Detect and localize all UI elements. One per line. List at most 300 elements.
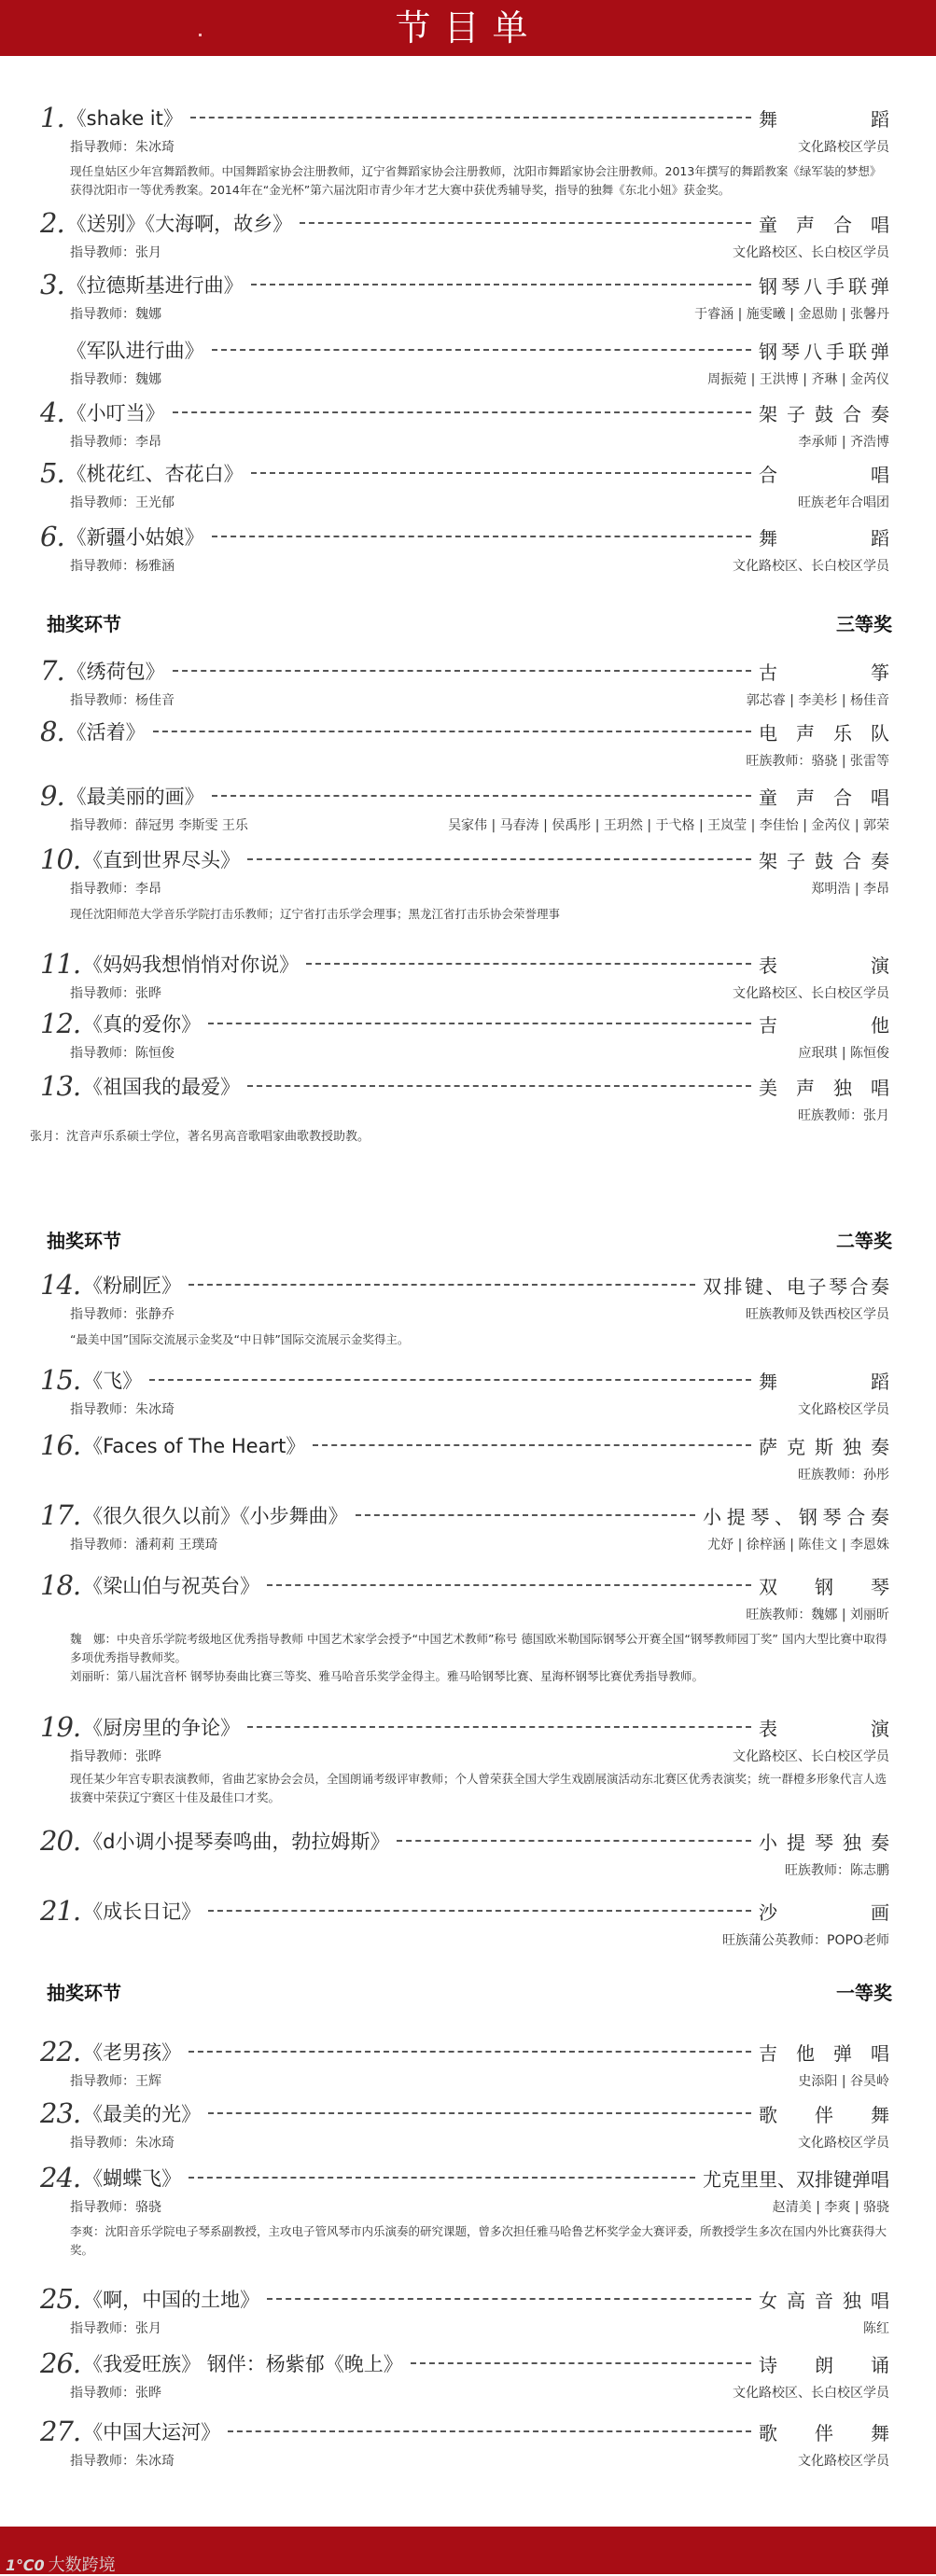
dash-leader: [189, 2051, 751, 2053]
program-meta: [70, 2383, 889, 2402]
teacher-info: [70, 1747, 161, 1765]
performers: 旺族教师：孙彤: [798, 1468, 889, 1483]
teacher-info: [70, 493, 175, 511]
performers: 周振菀 | 王洪博 | 齐琳 | 金芮仪: [707, 372, 889, 387]
program-meta: [70, 2318, 889, 2337]
program-title: 《最美丽的画》: [66, 786, 204, 808]
program-item: [40, 209, 889, 269]
dash-leader: [149, 1379, 751, 1381]
performers: 史添阳 | 谷昊岭: [798, 2074, 889, 2089]
teacher-info: [70, 1043, 175, 1062]
program-category: 表 演: [759, 1717, 889, 1740]
program-item: [40, 2417, 889, 2477]
dash-leader: [247, 1726, 751, 1728]
program-title: 《直到世界尽头》: [83, 849, 241, 871]
program-item-row: [40, 209, 889, 237]
program-category: 双 排 键 、 电 子 琴 合 奏: [703, 1274, 889, 1298]
program-number: 21 .: [40, 1895, 80, 1927]
program-item-row: [40, 2349, 889, 2377]
watermark-text: 大数跨境: [48, 2555, 116, 2575]
performers: 文化路校区、长白校区学员: [733, 1749, 889, 1764]
program-number: 22 .: [40, 2036, 80, 2068]
program-category: 架 子 鼓 合 奏: [759, 402, 889, 425]
teacher-label: 指导教师：: [70, 2200, 135, 2215]
program-number: 6 .: [40, 521, 64, 552]
program-number: 27 .: [40, 2416, 80, 2447]
teacher-label: 指导教师：: [70, 372, 135, 387]
teacher-name: 张月: [135, 2321, 161, 2336]
program-item: [40, 717, 889, 777]
prize-label: 三等奖: [836, 612, 892, 635]
program-category: 吉 他: [759, 1013, 889, 1037]
program-item-row: [40, 1366, 889, 1394]
teacher-name: 朱冰琦: [135, 1402, 175, 1417]
program-number: 17 .: [40, 1499, 80, 1531]
program-meta: [70, 1465, 889, 1483]
program-meta: [70, 1043, 889, 1062]
program-meta: [70, 2133, 889, 2151]
teacher-label: 指导教师：: [70, 986, 135, 1001]
header-banner: [0, 0, 936, 56]
teacher-bio-note: 现任某少年宫专职表演教师，省曲艺家协会会员，全国朗诵考级评审教师；个人曾荣获全国大学生戏剧展演活动东北赛区优秀表演奖；统一群橙多形象代言人选拔赛中荣获辽宁赛区十佳及最佳口才奖。: [70, 1772, 887, 1804]
program-title: 《厨房里的争论》: [83, 1717, 241, 1739]
performers: 旺族教师：骆骁 | 张雷等: [746, 754, 889, 769]
teacher-name: 李昂: [135, 882, 161, 897]
program-title: 《真的爱你》: [83, 1013, 202, 1036]
performers: 文化路校区学员: [798, 140, 889, 155]
teacher-name: 魏娜: [135, 372, 161, 387]
teacher-name: 杨雅涵: [135, 559, 175, 574]
teacher-label: 指导教师：: [70, 2321, 135, 2336]
program-meta: [70, 690, 889, 709]
dash-leader: [189, 2177, 695, 2179]
program-category: 表 演: [759, 954, 889, 977]
program-meta: [70, 432, 889, 451]
program-item: [40, 1431, 889, 1491]
teacher-info: [70, 243, 161, 261]
program-title: 《飞》: [83, 1370, 143, 1392]
program-category: 童 声 合 唱: [759, 213, 889, 236]
program-number: 5 .: [40, 457, 64, 489]
performers: 李承师 | 齐浩博: [798, 435, 889, 450]
program-title: 《绣荷包》: [66, 661, 165, 683]
dash-leader: [247, 1085, 751, 1087]
program-category: 尤 克 里 里 、 双 排 键 弹 唱: [703, 2167, 889, 2191]
program-number: 13 .: [40, 1070, 80, 1102]
program-category: 吉 他 弹 唱: [759, 2041, 889, 2065]
program-item: [40, 104, 889, 163]
program-item: [40, 2349, 889, 2409]
performers: 吴家伟 | 马春涛 | 侯禹彤 | 王玥然 | 于弋格 | 王岚莹 | 李佳怡 | 金芮仪 | 郭荣: [448, 818, 889, 833]
program-item: [40, 398, 889, 458]
performers: 赵清美 | 李爽 | 骆骁: [772, 2200, 889, 2215]
teacher-info: [70, 304, 161, 323]
dash-leader: [397, 1840, 751, 1842]
program-title: 《祖国我的最爱》: [83, 1076, 241, 1098]
performers: 文化路校区、长白校区学员: [733, 245, 889, 260]
dash-leader: [267, 2298, 751, 2300]
program-item: [40, 2038, 889, 2097]
program-item: [40, 1366, 889, 1426]
teacher-label: 指导教师：: [70, 495, 135, 510]
teacher-name: 朱冰琦: [135, 2454, 175, 2469]
program-item-row: [40, 1010, 889, 1037]
program-item: [40, 1571, 889, 1631]
program-meta: [70, 369, 889, 388]
program-meta: [70, 1605, 889, 1623]
program-meta: [70, 304, 889, 323]
program-meta: [70, 1930, 889, 1949]
teacher-label: 指导教师：: [70, 818, 135, 833]
teacher-label: 指导教师：: [70, 1307, 135, 1322]
program-number: 18 .: [40, 1569, 80, 1601]
program-title: 《新疆小姑娘》: [66, 526, 204, 549]
program-item-row: [40, 522, 889, 550]
dash-leader: [153, 731, 751, 732]
performers: 尤妤 | 徐梓涵 | 陈佳文 | 李恩姝: [707, 1538, 889, 1553]
program-item: [40, 1501, 889, 1561]
program-item-row: [40, 1897, 889, 1925]
program-number: 16 .: [40, 1429, 80, 1461]
section-label: 抽奖环节: [47, 612, 121, 635]
prize-label: 一等奖: [836, 1981, 892, 2004]
teacher-info: [70, 2318, 161, 2337]
program-item: [40, 1713, 889, 1773]
program-category: 小 提 琴 独 奏: [759, 1831, 889, 1854]
program-item-row: [40, 717, 889, 745]
teacher-label: 指导教师：: [70, 1538, 135, 1553]
dash-leader: [212, 536, 751, 537]
program-title: 《啊，中国的土地》: [83, 2289, 260, 2311]
program-category: 歌 伴 舞: [759, 2421, 889, 2444]
watermark-logo: 1℃0: [6, 2556, 45, 2574]
program-item: [40, 459, 889, 519]
teacher-label: 指导教师：: [70, 140, 135, 155]
program-category: 舞 蹈: [759, 107, 889, 131]
program-title: 《梁山伯与祝英台》: [83, 1575, 260, 1597]
program-meta: [70, 556, 889, 575]
teacher-label: 指导教师：: [70, 693, 135, 708]
program-number: 12 .: [40, 1008, 80, 1039]
program-meta: [70, 243, 889, 261]
dash-leader: [356, 1514, 695, 1516]
program-item: [40, 2285, 889, 2345]
teacher-name: 陈恒俊: [135, 1046, 175, 1061]
performers: 郑明浩 | 李昂: [811, 882, 889, 897]
performers: 应珉琪 | 陈恒俊: [798, 1046, 889, 1061]
program-title: 《d小调小提琴奏鸣曲，勃拉姆斯》: [83, 1831, 390, 1853]
program-number: 7 .: [40, 655, 64, 687]
program-item: [40, 2099, 889, 2159]
section-label: 抽奖环节: [47, 1981, 121, 2004]
teacher-info: [70, 369, 161, 388]
dash-leader: [306, 963, 751, 965]
program-meta: [70, 879, 889, 898]
dash-leader: [313, 1444, 751, 1446]
program-category: 沙 画: [759, 1901, 889, 1924]
program-title: 《shake it》: [66, 107, 183, 130]
performers: 旺族教师：张月: [798, 1108, 889, 1123]
program-title: 《Faces of The Heart》: [83, 1435, 306, 1457]
teacher-label: 指导教师：: [70, 882, 135, 897]
program-title: 《军队进行曲》: [66, 340, 204, 362]
program-category: 舞 蹈: [759, 526, 889, 550]
program-category: 舞 蹈: [759, 1370, 889, 1393]
dash-leader: [300, 222, 751, 224]
teacher-info: [70, 2451, 175, 2470]
prize-draw-section: [47, 1225, 892, 1253]
program-category: 萨 克 斯 独 奏: [759, 1435, 889, 1458]
program-number: 9 .: [40, 780, 64, 812]
teacher-name: 魏娜: [135, 307, 161, 322]
program-meta: [70, 2451, 889, 2470]
program-item: [40, 271, 889, 330]
teacher-info: [70, 2383, 161, 2402]
program-category: 美 声 独 唱: [759, 1076, 889, 1099]
dash-leader: [411, 2362, 751, 2364]
program-item: [40, 1271, 889, 1330]
prize-label: 二等奖: [836, 1229, 892, 1252]
program-item-row: [40, 2417, 889, 2445]
performers: 文化路校区、长白校区学员: [733, 559, 889, 574]
section-label: 抽奖环节: [47, 1229, 121, 1252]
program-title: 《蝴蝶飞》: [83, 2167, 182, 2190]
program-item: [40, 1072, 889, 1132]
program-meta: [70, 2071, 889, 2090]
program-meta: [70, 1304, 889, 1323]
teacher-name: 张晔: [135, 1749, 161, 1764]
program-title: 《拉德斯基进行曲》: [66, 274, 244, 297]
program-item-row: [40, 104, 889, 132]
teacher-label: 指导教师：: [70, 1749, 135, 1764]
program-item-row: [40, 1571, 889, 1599]
program-category: 歌 伴 舞: [759, 2103, 889, 2126]
dash-leader: [190, 117, 751, 118]
program-meta: [70, 493, 889, 511]
program-item: [40, 522, 889, 582]
teacher-label: 指导教师：: [70, 2136, 135, 2151]
program-item-row: [40, 845, 889, 873]
program-number: 14 .: [40, 1269, 80, 1301]
teacher-info: [70, 815, 248, 834]
program-item: [40, 782, 889, 842]
program-item-row: [40, 2285, 889, 2313]
performers: 文化路校区学员: [798, 2136, 889, 2151]
program-item-row: [40, 459, 889, 487]
performers: 文化路校区学员: [798, 1402, 889, 1417]
program-item-row: [40, 950, 889, 978]
program-number: 24 .: [40, 2162, 80, 2193]
program-item-row: [40, 1072, 889, 1100]
dash-leader: [228, 2430, 751, 2432]
teacher-name: 薛冠男 李斯雯 王乐: [135, 818, 248, 833]
program-number: 4 .: [40, 397, 64, 428]
program-category: 电 声 乐 队: [759, 721, 889, 745]
program-item: [40, 845, 889, 905]
dash-leader: [247, 858, 751, 860]
program-number: 1 .: [40, 102, 64, 133]
performers: 于睿涵 | 施雯曦 | 金恩勋 | 张馨丹: [694, 307, 889, 322]
program-number: 3 .: [40, 269, 64, 300]
teacher-name: 张晔: [135, 986, 161, 1001]
performers: 旺族老年合唱团: [798, 495, 889, 510]
teacher-name: 张月: [135, 245, 161, 260]
dash-leader: [212, 795, 751, 797]
program-title: 《老男孩》: [83, 2041, 182, 2064]
teacher-info: [70, 2133, 175, 2151]
program-title: 《桃花红、杏花白》: [66, 463, 244, 485]
program-category: 女 高 音 独 唱: [759, 2289, 889, 2312]
program-category: 双 钢 琴: [759, 1575, 889, 1598]
teacher-info: [70, 690, 175, 709]
teacher-info: [70, 879, 161, 898]
program-item-row: [40, 271, 889, 299]
prize-draw-section: [47, 1977, 892, 2005]
program-title: 《很久很久以前》《小步舞曲》: [83, 1505, 348, 1527]
teacher-label: 指导教师：: [70, 2454, 135, 2469]
program-item: [40, 336, 889, 396]
teacher-name: 李昂: [135, 435, 161, 450]
teacher-bio-note: “最美中国”国际交流展示金奖及“中日韩”国际交流展示金奖得主。: [70, 1332, 410, 1346]
teacher-name: 杨佳音: [135, 693, 175, 708]
program-item: [40, 950, 889, 1010]
program-item: [40, 1827, 889, 1887]
program-category: 钢 琴 八 手 联 弹: [759, 274, 889, 298]
program-title: 《中国大运河》: [83, 2421, 221, 2444]
performers: 郭芯睿 | 李美杉 | 杨佳音: [746, 693, 889, 708]
footnote: 张月：沈音声乐系硕士学位，著名男高音歌唱家曲歌教授助教。: [30, 1130, 370, 1144]
performers: 文化路校区学员: [798, 2454, 889, 2469]
teacher-name: 朱冰琦: [135, 140, 175, 155]
teacher-info: [70, 1535, 217, 1553]
teacher-label: 指导教师：: [70, 2386, 135, 2401]
program-category: 架 子 鼓 合 奏: [759, 849, 889, 872]
program-category: 诗 朗 诵: [759, 2353, 889, 2376]
teacher-name: 张静乔: [135, 1307, 175, 1322]
teacher-name: 骆骁: [135, 2200, 161, 2215]
teacher-label: 指导教师：: [70, 435, 135, 450]
dash-leader: [251, 284, 751, 285]
teacher-bio-note: 魏 娜：中央音乐学院考级地区优秀指导教师 中国艺术家学会授予“中国艺术教师”称号 德国欧米勒国际钢琴公开赛全国“钢琴教师园丁奖” 国内大型比赛中取得多项优秀指导教师奖。 刘丽昕：第八届沈音杯 钢琴协奏曲比赛三等奖、雅马哈音乐奖学金得主。雅马哈钢琴比赛、星海杯钢琴比赛优秀指导教师。: [70, 1632, 887, 1683]
footer-banner: [0, 2527, 936, 2574]
program-title: 《活着》: [66, 721, 146, 744]
program-meta: [70, 815, 889, 834]
teacher-label: 指导教师：: [70, 1046, 135, 1061]
performers: 旺族蒲公英教师：POPO老师: [722, 1933, 889, 1948]
program-meta: [70, 1860, 889, 1879]
performers: 旺族教师：陈志鹏: [785, 1863, 889, 1878]
program-item-row: [40, 336, 889, 364]
teacher-info: [70, 556, 175, 575]
dash-leader: [189, 1284, 695, 1286]
program-title: 《粉刷匠》: [83, 1274, 182, 1297]
dash-leader: [267, 1584, 751, 1586]
teacher-name: 朱冰琦: [135, 2136, 175, 2151]
program-meta: [70, 751, 889, 770]
program-number: 15 .: [40, 1364, 80, 1396]
program-number: 23 .: [40, 2097, 80, 2129]
program-item-row: [40, 2164, 889, 2192]
program-number: 8 .: [40, 716, 64, 747]
teacher-info: [70, 2197, 161, 2216]
program-category: 合 唱: [759, 463, 889, 486]
program-item-row: [40, 398, 889, 426]
program-category: 钢 琴 八 手 联 弹: [759, 340, 889, 363]
teacher-name: 王光郁: [135, 495, 175, 510]
program-meta: [70, 1399, 889, 1418]
program-item-row: [40, 2038, 889, 2066]
teacher-name: 王辉: [135, 2074, 161, 2089]
teacher-info: [70, 432, 161, 451]
program-title: 《妈妈我想悄悄对你说》: [83, 954, 300, 976]
program-number: 2 .: [40, 207, 64, 239]
program-number: 20 .: [40, 1825, 80, 1857]
program-item: [40, 1010, 889, 1069]
program-title: 《送别》《大海啊，故乡》: [66, 213, 293, 235]
program-category: 童 声 合 唱: [759, 786, 889, 809]
performers: 陈红: [863, 2321, 889, 2336]
dash-leader: [212, 349, 751, 351]
program-item-row: [40, 1431, 889, 1459]
program-meta: [70, 1747, 889, 1765]
performers: 旺族教师及铁西校区学员: [746, 1307, 889, 1322]
program-number: 25 .: [40, 2283, 80, 2315]
program-item-row: [40, 1271, 889, 1299]
program-category: 古 筝: [759, 661, 889, 684]
program-item: [40, 1897, 889, 1956]
program-category: 小 提 琴 、 钢 琴 合 奏: [703, 1505, 889, 1528]
program-title: 《成长日记》: [83, 1901, 202, 1923]
program-meta: [70, 983, 889, 1002]
teacher-label: 指导教师：: [70, 559, 135, 574]
teacher-info: [70, 1399, 175, 1418]
teacher-bio-note: 现任皇姑区少年宫舞蹈教师。中国舞蹈家协会注册教师，辽宁省舞蹈家协会注册教师，沈阳市舞蹈家协会注册教师。2013年撰写的舞蹈教案《绿军装的梦想》获得沈阳市一等优秀教案。2014年在“金光杯”第六届沈阳市青少年才艺大赛中获优秀辅导奖，指导的独舞《东北小妞》获金奖。: [70, 164, 882, 197]
program-title: 《我爱旺族》 钢伴：杨紫郁《晚上》: [83, 2353, 403, 2375]
dash-leader: [208, 1023, 751, 1024]
teacher-label: 指导教师：: [70, 307, 135, 322]
teacher-info: [70, 137, 175, 156]
program-item-row: [40, 1827, 889, 1855]
page-title: 节目单: [395, 7, 541, 49]
program-meta: [70, 1535, 889, 1553]
teacher-info: [70, 2071, 161, 2090]
dash-leader: [173, 670, 751, 672]
teacher-label: 指导教师：: [70, 245, 135, 260]
teacher-info: [70, 983, 161, 1002]
watermark: [6, 2552, 116, 2576]
program-item: [40, 657, 889, 717]
program-number: 19 .: [40, 1711, 80, 1743]
teacher-info: [70, 1304, 175, 1323]
teacher-name: 张晔: [135, 2386, 161, 2401]
program-item-row: [40, 782, 889, 810]
teacher-label: 指导教师：: [70, 2074, 135, 2089]
program-number: 10 .: [40, 843, 80, 875]
performers: 旺族教师：魏娜 | 刘丽昕: [746, 1608, 889, 1622]
prize-draw-section: [47, 608, 892, 636]
program-meta: [70, 2197, 889, 2216]
program-item-row: [40, 657, 889, 685]
program-item-row: [40, 2099, 889, 2127]
program-meta: [70, 1106, 889, 1124]
program-title: 《小叮当》: [66, 402, 165, 425]
teacher-bio-note: 现任沈阳师范大学音乐学院打击乐教师；辽宁省打击乐学会理事；黑龙江省打击乐协会荣誉理事: [70, 907, 561, 921]
program-meta: [70, 137, 889, 156]
program-item-row: [40, 1713, 889, 1741]
program-number: 26 .: [40, 2347, 80, 2379]
dash-leader: [208, 2112, 751, 2114]
teacher-label: 指导教师：: [70, 1402, 135, 1417]
